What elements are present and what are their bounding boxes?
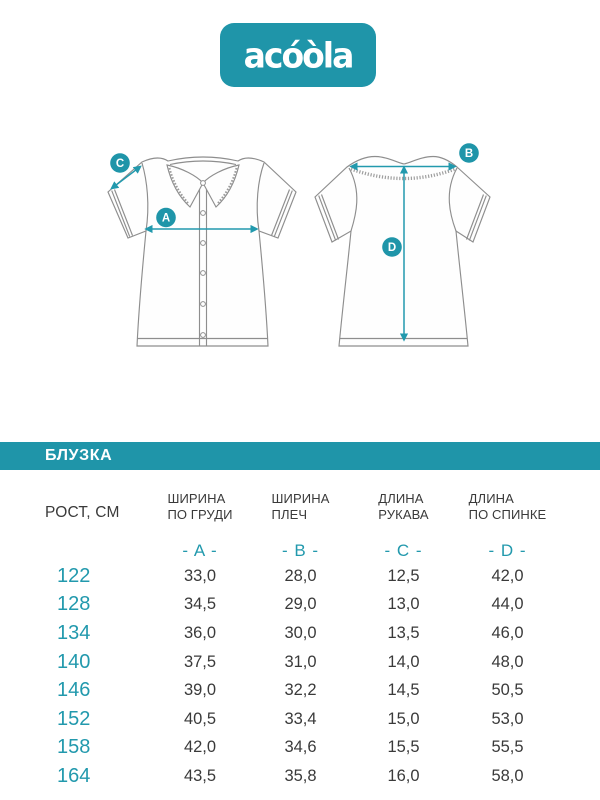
size-cell: 164 (57, 764, 91, 787)
size-cell: 140 (57, 650, 91, 673)
letter-b: - B - (281, 541, 320, 560)
section-title: БЛУЗКА (45, 447, 113, 464)
brand-logo-text: acóòla (243, 34, 353, 76)
brand-logo (220, 23, 376, 87)
table-body (40, 562, 560, 791)
size-cell: 128 (57, 593, 91, 616)
column-header-sleeve-length: ДЛИНА РУКАВА (378, 491, 429, 522)
garment-diagram (0, 120, 600, 370)
table-header-row (40, 482, 560, 522)
size-cell: 152 (57, 707, 91, 730)
size-cell: 134 (57, 621, 91, 644)
table-letters-row (40, 541, 560, 558)
column-header-chest-width: ШИРИНА ПО ГРУДИ (167, 491, 233, 522)
blouse-front-view (108, 153, 296, 346)
marker-c-label: C (115, 158, 125, 170)
marker-b-label: B (464, 148, 474, 160)
table-row: 164 43,5 35,8 16,0 58,0 (40, 762, 560, 791)
column-header-back-length: ДЛИНА ПО СПИНКЕ (468, 491, 547, 522)
table-row: 140 37,5 31,0 14,0 48,0 (40, 648, 560, 677)
size-cell: 122 (57, 564, 91, 587)
table-row: 128 34,5 29,0 13,0 44,0 (40, 591, 560, 620)
size-table (40, 482, 560, 791)
marker-a-label: A (161, 212, 171, 225)
row-header-height: РОСТ, СМ (45, 504, 120, 521)
table-row: 134 36,0 30,0 13,5 46,0 (40, 619, 560, 648)
marker-d-label: D (387, 242, 397, 254)
size-cell: 146 (57, 679, 91, 702)
table-row: 152 40,5 33,4 15,0 53,0 (40, 705, 560, 734)
blouse-back-view (315, 143, 490, 346)
table-row: 158 42,0 34,6 15,5 55,5 (40, 734, 560, 763)
letter-d: - D - (488, 541, 527, 560)
table-row: 122 33,0 28,0 12,5 42,0 (40, 562, 560, 591)
letter-a: - A - (182, 541, 218, 560)
table-row: 146 39,0 32,2 14,5 50,5 (40, 676, 560, 705)
back-body-outline (315, 157, 490, 347)
section-band (0, 442, 600, 470)
size-cell: 158 (57, 736, 91, 759)
column-header-shoulder-width: ШИРИНА ПЛЕЧ (271, 491, 330, 522)
letter-c: - C - (384, 541, 423, 560)
